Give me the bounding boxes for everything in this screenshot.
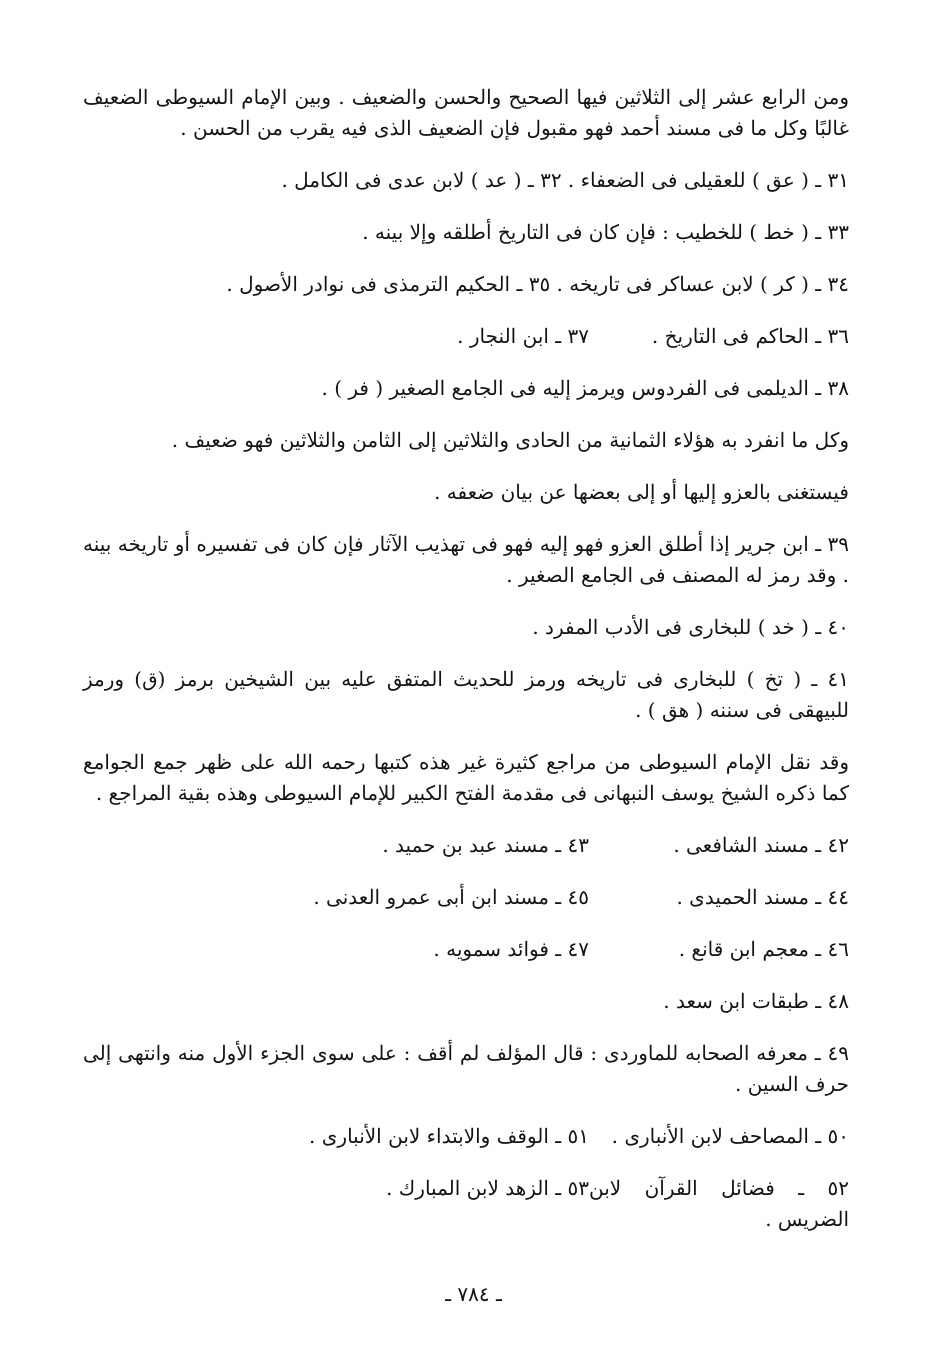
entry-42: ٤٢ ـ مسند الشافعى . xyxy=(673,833,849,857)
entry-row-44-45 xyxy=(83,882,849,913)
entry-38: ٣٨ ـ الديلمى فى الفردوس ويرمز إليه فى الجامع الصغير ( فر ) . xyxy=(321,376,849,400)
paragraph-intro: ومن الرابع عشر إلى الثلاثين فيها الصحيح والحسن والضعيف . وبين الإمام السيوطى الضعيف غالبًا وكل ما فى مسند أحمد فهو مقبول فإن الضعيف الذى فيه يقرب من الحسن . xyxy=(83,85,849,140)
entry-row-42-43 xyxy=(83,830,849,861)
page-number: ـ ٧٨٤ ـ xyxy=(445,1282,502,1306)
entry-48: ٤٨ ـ طبقات ابن سعد . xyxy=(663,989,849,1013)
entry-33: ٣٣ ـ ( خط ) للخطيب : فإن كان فى التاريخ أطلقه وإلا بينه . xyxy=(362,220,849,244)
entry-40: ٤٠ ـ ( خد ) للبخارى فى الأدب المفرد . xyxy=(532,615,849,639)
entry-41: ٤١ ـ ( تخ ) للبخارى فى تاريخه ورمز للحديث المتفق عليه بين الشيخين برمز (ق) ورمز للبيهقى فى سننه ( هق ) . xyxy=(83,667,849,722)
entry-52: ٥٢ ـ فضائل القرآن لابن الضريس . xyxy=(589,1176,849,1231)
entry-49: ٤٩ ـ معرفه الصحابه للماوردى : قال المؤلف لم أقف : على سوى الجزء الأول منه وانتهى إلى حرف السين . xyxy=(83,1041,849,1096)
entry-51: ٥١ ـ الوقف والابتداء لابن الأنبارى . xyxy=(309,1124,589,1148)
entry-36: ٣٦ ـ الحاكم فى التاريخ . xyxy=(651,324,849,348)
entry-31-32: ٣١ ـ ( عق ) للعقيلى فى الضعفاء . ٣٢ ـ ( عد ) لابن عدى فى الكامل . xyxy=(281,168,849,192)
entry-46: ٤٦ ـ معجم ابن قانع . xyxy=(678,937,849,961)
entry-row-50-51 xyxy=(83,1121,849,1152)
entry-53: ٥٣ ـ الزهد لابن المبارك . xyxy=(386,1176,589,1200)
entry-34-35: ٣٤ ـ ( كر ) لابن عساكر فى تاريخه . ٣٥ ـ الحكيم الترمذى فى نوادر الأصول . xyxy=(226,272,849,296)
entry-44: ٤٤ ـ مسند الحميدى . xyxy=(676,885,849,909)
entry-row-46-47 xyxy=(83,934,849,965)
entry-row-36-37 xyxy=(83,321,849,352)
entry-39: ٣٩ ـ ابن جرير إذا أطلق العزو فهو إليه فهو فى تهذيب الآثار فإن كان فى تفسيره أو تاريخه بينه . وقد رمز له المصنف فى الجامع الصغير . xyxy=(83,532,849,587)
page-body xyxy=(83,82,849,1235)
entry-37: ٣٧ ـ ابن النجار . xyxy=(457,324,589,348)
entry-43: ٤٣ ـ مسند عبد بن حميد . xyxy=(382,833,589,857)
entry-50: ٥٠ ـ المصاحف لابن الأنبارى . xyxy=(611,1124,849,1148)
paragraph-weak-note: وكل ما انفرد به هؤلاء الثمانية من الحادى والثلاثين إلى الثامن والثلاثين فهو ضعيف . xyxy=(171,428,849,452)
paragraph-sufficiency: فيستغنى بالعزو إليها أو إلى بعضها عن بيان ضعفه . xyxy=(434,480,849,504)
entry-row-52-53 xyxy=(83,1173,849,1235)
entry-47: ٤٧ ـ فوائد سمويه . xyxy=(433,937,589,961)
entry-45: ٤٥ ـ مسند ابن أبى عمرو العدنى . xyxy=(313,885,589,909)
paragraph-other-sources: وقد نقل الإمام السيوطى من مراجع كثيرة غير هذه كتبها رحمه الله على ظهر جمع الجوامع كما ذكره الشيخ يوسف النبهانى فى مقدمة الفتح الكبير للإمام السيوطى وهذه بقية المراجع . xyxy=(83,750,849,805)
